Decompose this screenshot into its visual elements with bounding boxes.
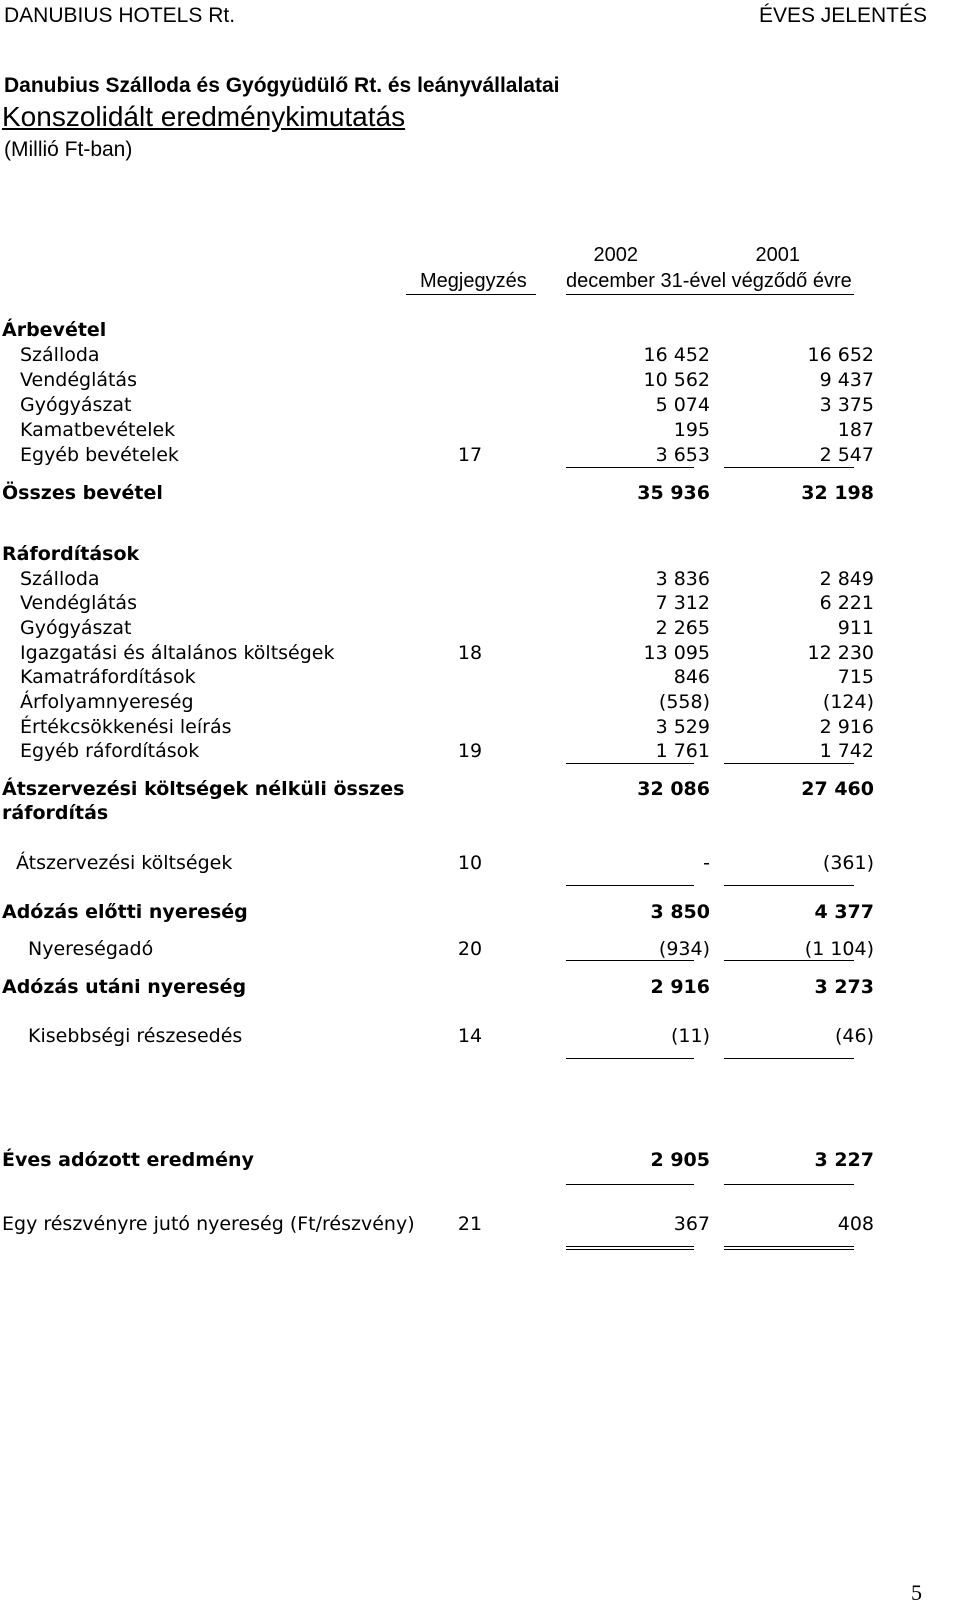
subtotal-line-2002	[566, 960, 694, 961]
row-label-line1: Átszervezési költségek nélküli összes	[2, 778, 405, 800]
note-column-header: Megjegyzés	[420, 270, 527, 292]
value-2002: 32 086	[637, 778, 710, 800]
statement-title: Konszolidált eredménykimutatás	[2, 101, 406, 132]
note-header-underline	[406, 294, 536, 295]
row-label: Adózás utáni nyereség	[2, 976, 247, 998]
value-2001: 2 547	[819, 444, 874, 466]
company-name: Danubius Szálloda és Gyógyüdülő Rt. és leányvállalatai	[4, 74, 560, 97]
value-2002: 2 905	[650, 1149, 710, 1171]
row-label-line2: ráfordítás	[2, 802, 109, 824]
row-label: Egy részvényre jutó nyereség (Ft/részvény)	[2, 1213, 415, 1235]
value-2002: 367	[673, 1213, 710, 1235]
note-ref: 17	[457, 444, 483, 466]
value-2001: 6 221	[819, 592, 874, 614]
note-ref: 20	[457, 938, 483, 960]
value-2001: 408	[837, 1213, 874, 1235]
note-ref: 14	[457, 1025, 483, 1047]
period-header-underline	[566, 294, 854, 295]
value-2001: (361)	[822, 852, 874, 874]
row-label: Adózás előtti nyereség	[2, 901, 248, 923]
value-2002: (934)	[658, 938, 710, 960]
row-label: Nyereségadó	[28, 938, 154, 960]
subtotal-line-2001	[724, 960, 854, 961]
value-2001: (124)	[822, 691, 874, 713]
row-label: Gyógyászat	[20, 617, 132, 639]
double-line-2002-bottom	[566, 1249, 694, 1250]
value-2002: 3 529	[655, 716, 710, 738]
subtotal-line-2001	[724, 467, 854, 468]
value-2002: 195	[673, 419, 710, 441]
value-2002: 7 312	[655, 592, 710, 614]
note-ref: 10	[457, 852, 483, 874]
value-2001: 187	[837, 419, 874, 441]
row-label: Igazgatási és általános költségek	[20, 642, 335, 664]
year-2001-header: 2001	[755, 244, 800, 266]
value-2001: 9 437	[819, 369, 874, 391]
value-2002: -	[703, 852, 710, 874]
value-2002: 1 761	[655, 740, 710, 762]
value-2001: 16 652	[807, 344, 874, 366]
row-label: Egyéb bevételek	[20, 444, 179, 466]
double-line-2002-top	[566, 1246, 694, 1247]
row-label: Kamatbevételek	[20, 419, 176, 441]
subtotal-line-2001	[724, 885, 854, 886]
value-2002: 846	[673, 666, 710, 688]
subtotal-line-2001	[724, 1184, 854, 1185]
row-label: Éves adózott eredmény	[2, 1149, 254, 1171]
value-2001: 4 377	[814, 901, 874, 923]
page-number: 5	[911, 1580, 922, 1605]
value-2001: 3 273	[814, 976, 874, 998]
row-label: Átszervezési költségek	[16, 852, 233, 874]
note-ref: 18	[457, 642, 483, 664]
row-label: Árfolyamnyereség	[20, 691, 194, 713]
value-2001: 2 916	[819, 716, 874, 738]
period-header: december 31-ével végződő évre	[566, 270, 852, 292]
row-label: Vendéglátás	[20, 592, 137, 614]
subtotal-line-2002	[566, 1184, 694, 1185]
value-2002: 10 562	[643, 369, 710, 391]
double-line-2001-bottom	[724, 1249, 854, 1250]
value-2002: (11)	[670, 1025, 710, 1047]
value-2001: 911	[837, 617, 874, 639]
subtotal-line-2001	[724, 1058, 854, 1059]
row-label: Szálloda	[20, 344, 100, 366]
row-label: Kamatráfordítások	[20, 666, 196, 688]
value-2002: 3 850	[650, 901, 710, 923]
subtotal-line-2002	[566, 467, 694, 468]
value-2001: 32 198	[801, 482, 874, 504]
value-2002: 13 095	[643, 642, 710, 664]
subtotal-line-2002	[566, 885, 694, 886]
row-label: Vendéglátás	[20, 369, 137, 391]
value-2002: 2 916	[650, 976, 710, 998]
value-2002: 3 836	[655, 568, 710, 590]
value-2002: 16 452	[643, 344, 710, 366]
double-line-2001-top	[724, 1246, 854, 1247]
unit-label: (Millió Ft-ban)	[4, 138, 133, 161]
expenses-heading: Ráfordítások	[2, 543, 140, 565]
value-2002: 2 265	[655, 617, 710, 639]
note-ref: 21	[457, 1213, 483, 1235]
row-label: Szálloda	[20, 568, 100, 590]
header-left: DANUBIUS HOTELS Rt.	[4, 4, 236, 27]
value-2001: (46)	[834, 1025, 874, 1047]
value-2001: (1 104)	[804, 938, 874, 960]
year-2002-header: 2002	[593, 244, 638, 266]
value-2001: 27 460	[801, 778, 874, 800]
subtotal-line-2002	[566, 1058, 694, 1059]
value-2001: 3 375	[819, 394, 874, 416]
note-ref: 19	[457, 740, 483, 762]
subtotal-line-2002	[566, 763, 694, 764]
row-label: Összes bevétel	[2, 482, 163, 504]
row-label: Értékcsökkenési leírás	[20, 716, 232, 738]
row-label: Gyógyászat	[20, 394, 132, 416]
value-2002: 5 074	[655, 394, 710, 416]
header-right: ÉVES JELENTÉS	[758, 4, 927, 27]
value-2001: 3 227	[814, 1149, 874, 1171]
value-2001: 1 742	[819, 740, 874, 762]
revenue-heading: Árbevétel	[2, 319, 107, 341]
value-2001: 2 849	[819, 568, 874, 590]
subtotal-line-2001	[724, 763, 854, 764]
value-2002: 35 936	[637, 482, 710, 504]
value-2001: 715	[837, 666, 874, 688]
row-label: Kisebbségi részesedés	[28, 1025, 243, 1047]
value-2002: (558)	[658, 691, 710, 713]
row-label: Egyéb ráfordítások	[20, 740, 200, 762]
value-2001: 12 230	[807, 642, 874, 664]
value-2002: 3 653	[655, 444, 710, 466]
